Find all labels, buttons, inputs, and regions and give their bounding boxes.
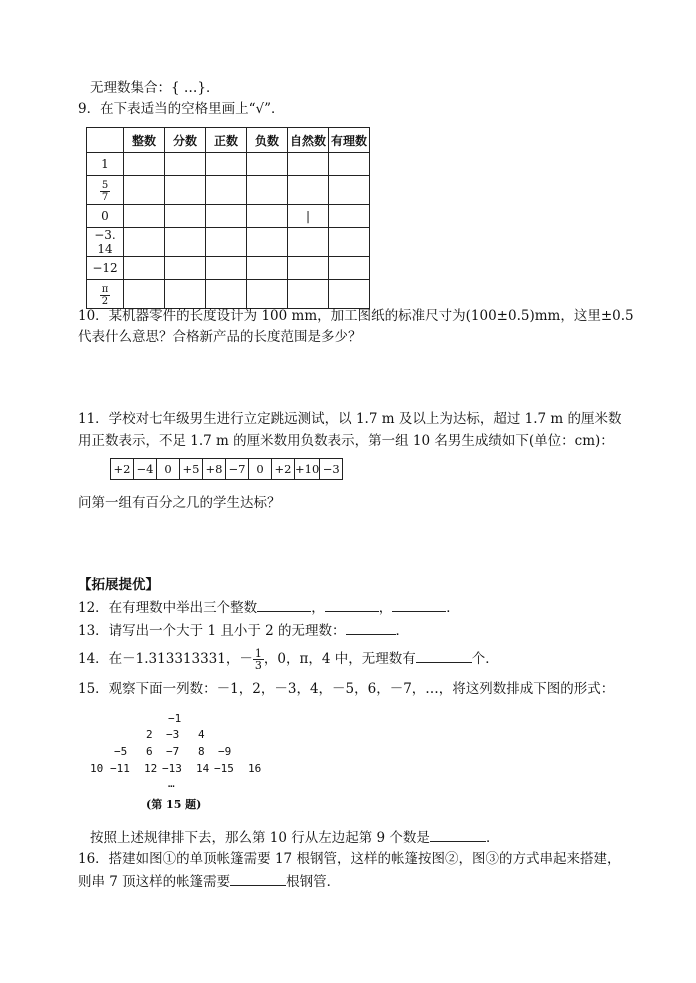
figure-caption: (第 15 题) [146, 798, 202, 811]
row-label: −12 [87, 257, 124, 280]
triangle-number: 4 [198, 728, 205, 741]
table-cell[interactable] [288, 257, 329, 280]
triangle-number: 8 [198, 745, 205, 758]
table-cell[interactable] [206, 176, 247, 205]
table-cell[interactable] [247, 280, 288, 309]
answer-blank[interactable] [230, 872, 286, 886]
row-label: 1 [87, 153, 124, 176]
question-16-end: 根钢管． [286, 874, 341, 890]
score-table [110, 458, 343, 480]
question-16-line2 [78, 872, 340, 891]
header-natural: 自然数 [288, 128, 329, 153]
table-cell[interactable] [124, 257, 165, 280]
table-cell[interactable] [124, 176, 165, 205]
answer-blank[interactable] [430, 828, 486, 842]
table-cell[interactable] [206, 257, 247, 280]
question-14-mid: ，0，π，4 中，无理数有 [263, 651, 416, 667]
score-cell: 0 [249, 459, 272, 480]
table-row [87, 176, 370, 205]
header-rational: 有理数 [329, 128, 370, 153]
score-cell: +10 [295, 459, 320, 480]
fraction-5-7: $\frac{5}{7}$ [101, 180, 109, 203]
answer-blank[interactable] [416, 649, 472, 663]
triangle-ellipsis: … [168, 777, 175, 790]
score-cell: −3 [320, 459, 343, 480]
answer-blank[interactable] [346, 621, 396, 635]
table-cell[interactable] [329, 280, 370, 309]
table-cell-mark[interactable]: | [288, 205, 329, 228]
table-cell[interactable] [288, 153, 329, 176]
fraction-pi-2: $\frac{\pi}{2}$ [101, 284, 109, 307]
score-cell: 0 [157, 459, 180, 480]
number-classification-table [86, 127, 370, 309]
question-15-follow-text: 按照上述规律排下去，那么第 10 行从左边起第 9 个数是 [90, 830, 430, 846]
table-cell[interactable] [247, 176, 288, 205]
table-cell[interactable] [288, 228, 329, 257]
table-cell[interactable] [247, 228, 288, 257]
table-cell[interactable] [165, 280, 206, 309]
triangle-number: 16 [248, 762, 262, 775]
header-fraction: 分数 [165, 128, 206, 153]
score-cell: −4 [134, 459, 157, 480]
question-13-text: 13．请写出一个大于 1 且小于 2 的无理数： [78, 623, 346, 639]
question-10-line1: 10．某机器零件的长度设计为 100 mm，加工图纸的标准尺寸为(100±0.5)mm，这里±0.5 [78, 308, 634, 324]
table-cell[interactable] [165, 205, 206, 228]
table-header-row [87, 128, 370, 153]
question-9: 9．在下表适当的空格里画上“√”． [78, 101, 285, 117]
row-label-fraction [87, 176, 124, 205]
comma: ， [311, 600, 325, 616]
row-label: 0 [87, 205, 124, 228]
triangle-number: −5 [114, 745, 128, 758]
question-14 [78, 648, 499, 671]
period: ． [446, 600, 460, 616]
header-integer: 整数 [124, 128, 165, 153]
score-cell: +5 [180, 459, 203, 480]
table-corner-cell [87, 128, 124, 153]
table-cell[interactable] [124, 228, 165, 257]
question-14-text: 14．在－1.313313331，－ [78, 651, 253, 667]
irrational-set-line: 无理数集合：{ …}． [90, 80, 220, 96]
table-row [87, 280, 370, 309]
question-15: 15．观察下面一列数：－1，2，－3，4，－5，6，－7，…，将这列数排成下图的形式： [78, 681, 615, 697]
question-12 [78, 598, 460, 617]
question-16-line1: 16．搭建如图①的单顶帐篷需要 17 根钢管，这样的帐篷按图②，图③的方式串起来搭建， [78, 851, 621, 867]
triangle-number: −13 [162, 762, 182, 775]
triangle-number: 10 [90, 762, 104, 775]
table-cell[interactable] [329, 205, 370, 228]
table-cell[interactable] [247, 257, 288, 280]
triangle-number: −9 [218, 745, 232, 758]
score-cell: +8 [203, 459, 226, 480]
row-label-fraction [87, 280, 124, 309]
triangle-number: −7 [166, 745, 180, 758]
triangle-number: −15 [214, 762, 234, 775]
question-13 [78, 621, 409, 640]
section-title: 【拓展提优】 [78, 577, 159, 593]
question-12-text: 12．在有理数中举出三个整数 [78, 600, 258, 616]
answer-blank[interactable] [392, 598, 446, 612]
question-11-line1: 11．学校对七年级男生进行立定跳远测试，以 1.7 m 及以上为达标，超过 1.7 m 的厘米数 [78, 411, 622, 427]
fraction-1-3: $\frac{1}{3}$ [254, 647, 262, 672]
triangle-number: 12 [144, 762, 158, 775]
table-cell[interactable] [165, 257, 206, 280]
answer-blank[interactable] [325, 598, 379, 612]
period: ． [395, 623, 410, 639]
table-cell[interactable] [288, 176, 329, 205]
table-row [87, 153, 370, 176]
table-cell[interactable] [247, 153, 288, 176]
table-row [87, 228, 370, 257]
table-cell[interactable] [206, 280, 247, 309]
question-11-line2: 用正数表示，不足 1.7 m 的厘米数用负数表示，第一组 10 名男生成绩如下(单位：cm)： [78, 433, 614, 449]
table-row [87, 257, 370, 280]
period: ． [485, 830, 500, 846]
table-cell[interactable] [288, 280, 329, 309]
answer-blank[interactable] [257, 598, 311, 612]
table-cell[interactable] [206, 228, 247, 257]
triangle-number: −1 [168, 712, 182, 725]
triangle-number: −11 [110, 762, 130, 775]
table-cell[interactable] [329, 228, 370, 257]
question-16-line2-text: 则串 7 顶这样的帐篷需要 [78, 874, 231, 890]
question-10-line2: 代表什么意思？合格新产品的长度范围是多少？ [78, 329, 362, 345]
table-cell[interactable] [329, 153, 370, 176]
score-cell: +2 [272, 459, 295, 480]
table-row [87, 205, 370, 228]
table-cell[interactable] [247, 205, 288, 228]
row-label: −3. 14 [87, 228, 124, 257]
question-14-end: 个． [471, 651, 499, 667]
comma: ， [378, 600, 393, 616]
header-negative: 负数 [247, 128, 288, 153]
table-cell[interactable] [165, 176, 206, 205]
score-cell: −7 [226, 459, 249, 480]
header-positive: 正数 [206, 128, 247, 153]
triangle-number: −3 [166, 728, 180, 741]
table-cell[interactable] [124, 153, 165, 176]
table-cell[interactable] [329, 257, 370, 280]
question-11-ask: 问第一组有百分之几的学生达标？ [78, 495, 281, 511]
question-15-follow [90, 828, 499, 847]
table-cell[interactable] [124, 280, 165, 309]
triangle-number: 2 [146, 728, 153, 741]
table-cell[interactable] [165, 153, 206, 176]
table-cell[interactable] [206, 153, 247, 176]
table-cell[interactable] [165, 228, 206, 257]
score-cell: +2 [111, 459, 134, 480]
table-cell[interactable] [329, 176, 370, 205]
table-cell[interactable] [124, 205, 165, 228]
triangle-number: 6 [146, 745, 153, 758]
score-row [111, 459, 343, 480]
table-cell[interactable] [206, 205, 247, 228]
triangle-number: 14 [196, 762, 210, 775]
